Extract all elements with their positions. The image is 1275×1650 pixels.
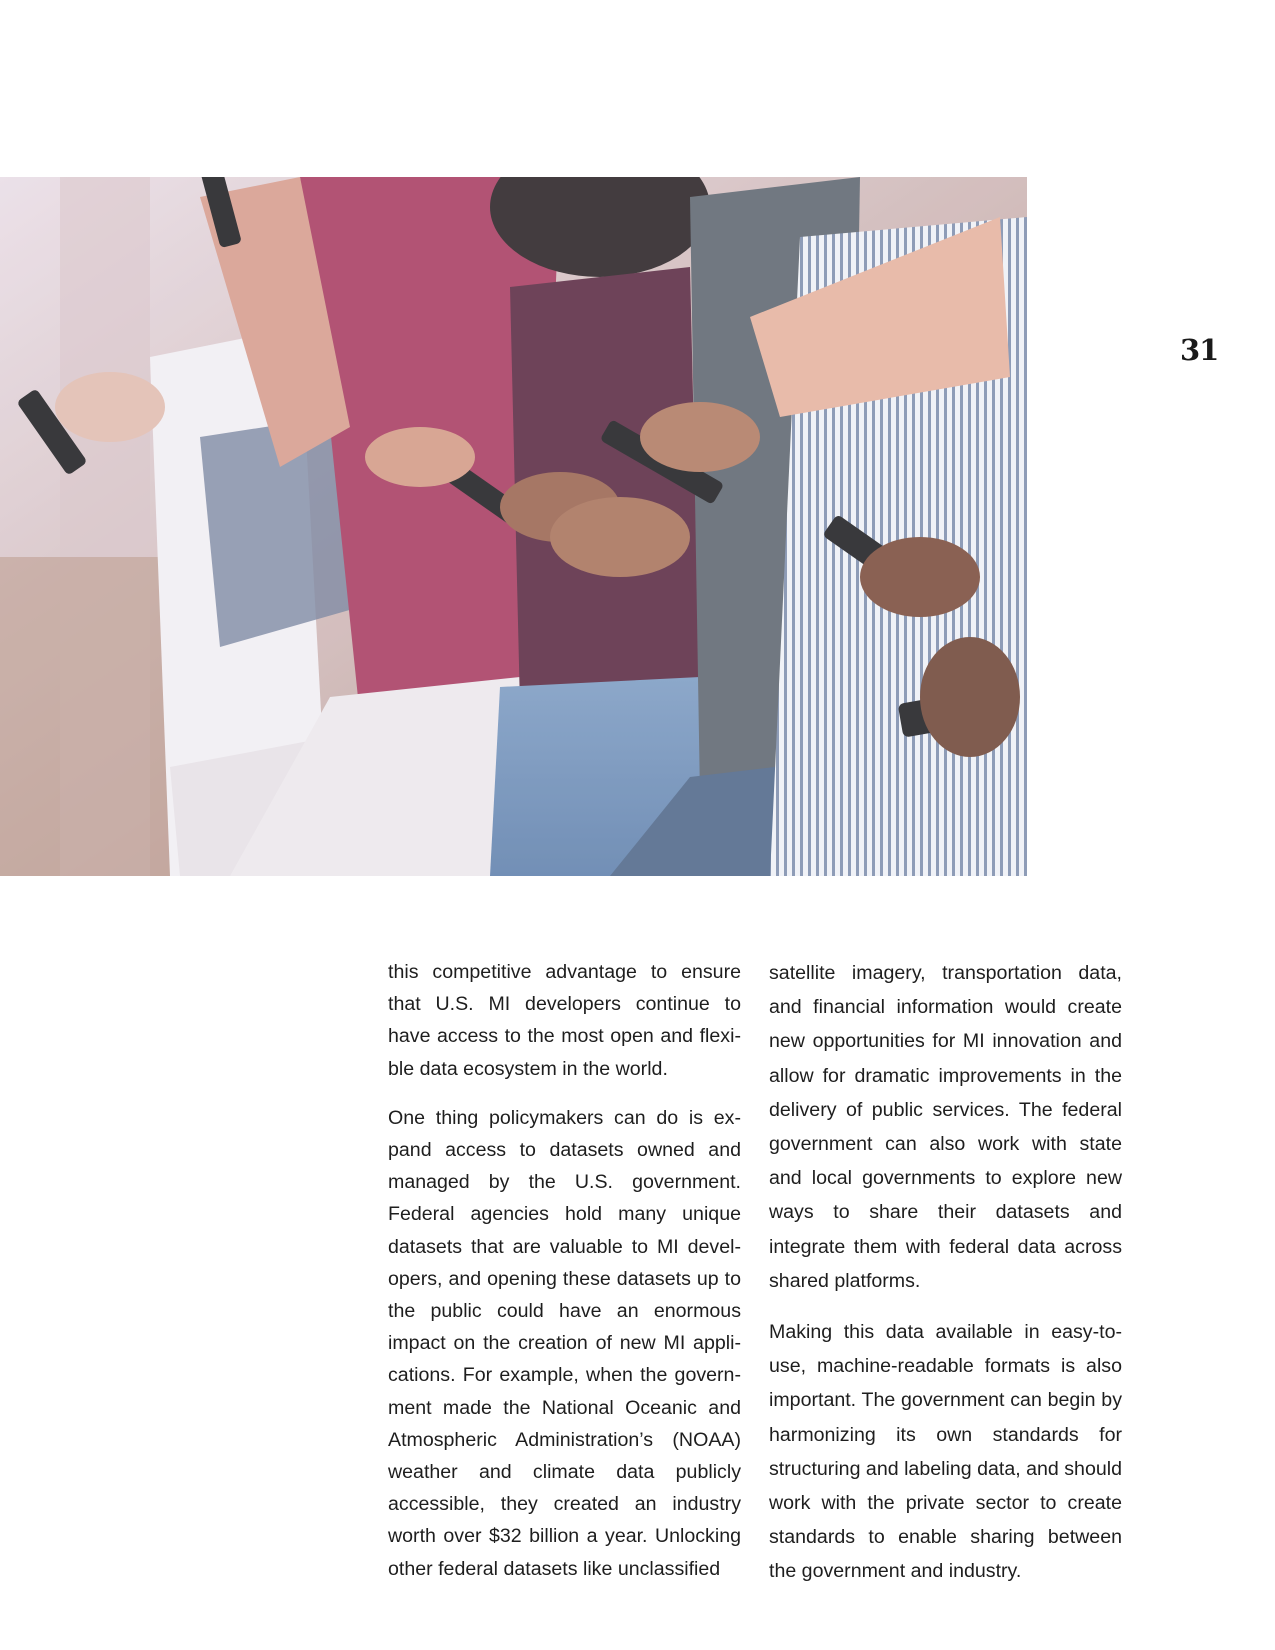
paragraph: satellite imagery, transportation data, and financial information would create new opportunities for MI innovation and allow for dramatic improvements in the delivery of public services. The federal government can also work with state and local governments to explore new ways to share their datasets and integrate them with federal data across shared platforms.	[769, 962, 1122, 1292]
page-number: 31	[1180, 333, 1219, 367]
paragraph: One thing policymakers can do is expand access to datasets owned and managed by the U.S. government. Federal agencies hold many unique datasets that are valuable to MI developers, and opening these datasets up to the public could have an enormous impact on the creation of new MI applications. For example, when the government made the National Oceanic and Atmospheric Administration’s (NOAA) weather and climate data publicly accessible, they created an industry worth over $32 billion a year. Unlocking other federal datasets like unclassified	[388, 1106, 741, 1580]
paragraph: Making this data available in easy-to-use, machine-readable formats is also important. The government can begin by harmonizing its own standards for structuring and labeling data, and should work with the private sector to create standards to enable sharing between the government and industry.	[769, 1321, 1122, 1583]
people-with-phones-illustration	[0, 177, 1027, 876]
text-column-right	[769, 956, 1122, 1589]
hero-photo	[0, 177, 1027, 876]
paragraph: this competitive advantage to ensure that U.S. MI developers continue to have access to the most open and flexible data ecosystem in the world.	[388, 961, 741, 1080]
text-column-left	[388, 956, 741, 1585]
